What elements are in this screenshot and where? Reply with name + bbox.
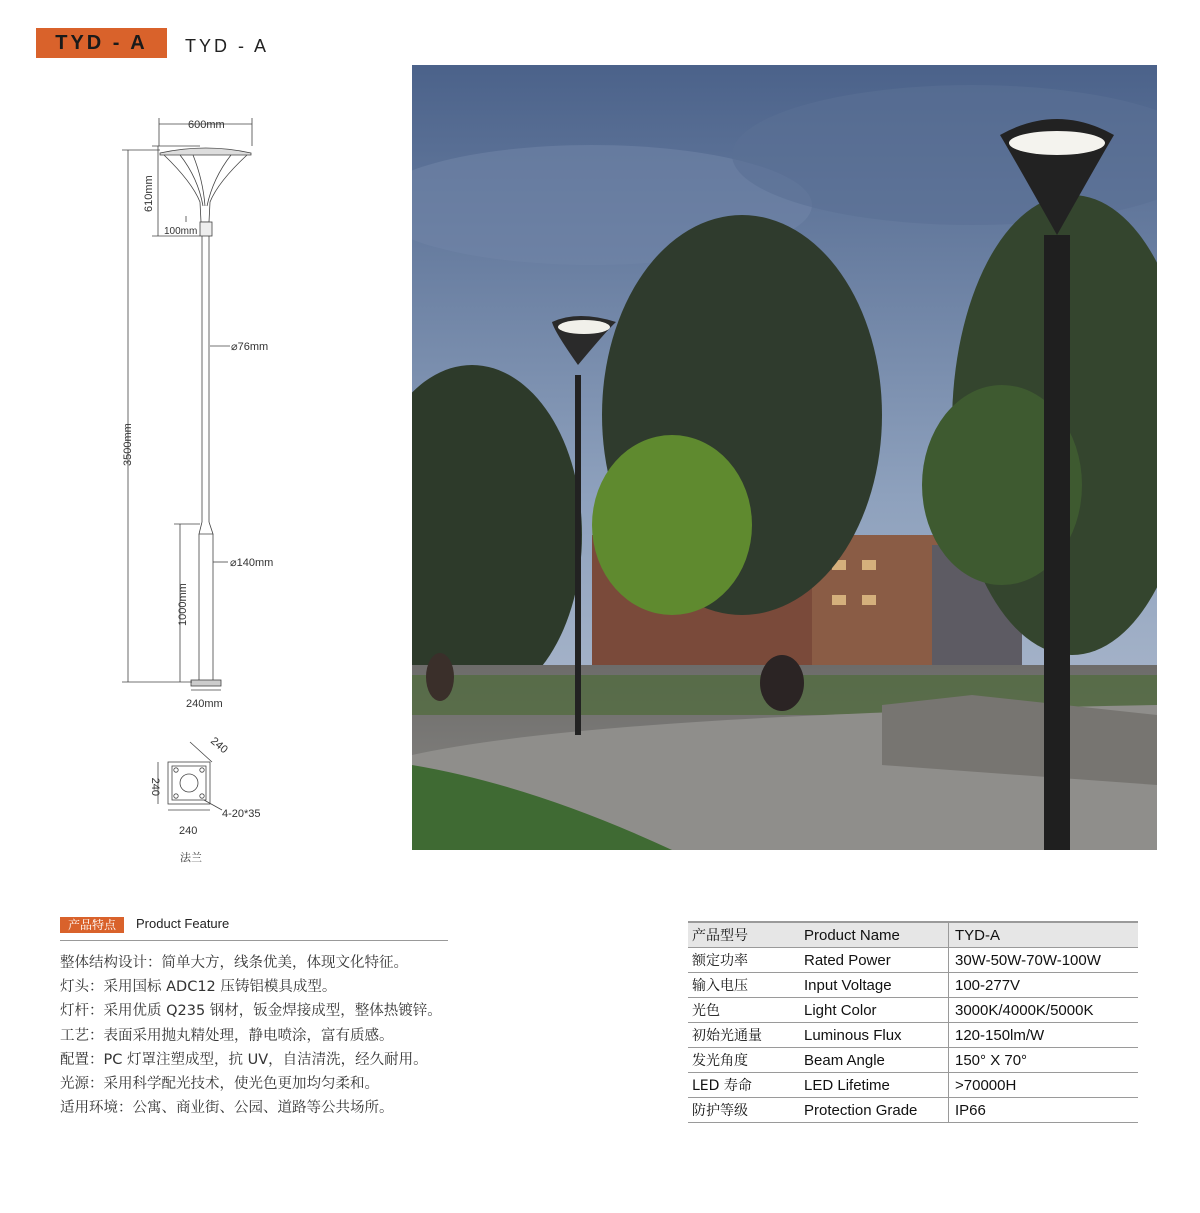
flange-dim-bottom: 240 [179, 825, 198, 837]
spec-label-cn: LED 寿命 [688, 1073, 800, 1098]
feature-list [60, 951, 442, 1120]
spec-label-cn: 输入电压 [688, 973, 800, 998]
spec-label-en: Protection Grade [800, 1098, 949, 1123]
spec-row [688, 1073, 1138, 1098]
feature-item: 整体结构设计：简单大方，线条优美，体现文化特征。 [60, 955, 408, 971]
spec-row [688, 1023, 1138, 1048]
feature-item: 适用环境：公寓、商业街、公园、道路等公共场所。 [60, 1100, 394, 1117]
feature-item: 配置：PC 灯罩注塑成型，抗 UV，自洁清洗，经久耐用。 [60, 1051, 428, 1068]
spec-label-en: Input Voltage [800, 973, 949, 998]
spec-row [688, 948, 1138, 973]
spec-value: 3000K/4000K/5000K [949, 998, 1139, 1023]
spec-row [688, 922, 1138, 948]
spec-label-en: LED Lifetime [800, 1073, 949, 1098]
spec-label-en: Rated Power [800, 948, 949, 973]
feature-item: 灯杆：采用优质 Q235 钢材，钣金焊接成型，整体热镀锌。 [60, 1003, 442, 1020]
spec-label-cn: 防护等级 [688, 1098, 800, 1123]
model-badge-label: TYD - A [55, 31, 148, 54]
spec-value: >70000H [949, 1073, 1139, 1098]
dim-total-height: 3500mm [122, 423, 134, 466]
spec-table [688, 921, 1138, 1123]
spec-label-en: Beam Angle [800, 1048, 949, 1073]
spec-row [688, 998, 1138, 1023]
spec-value: 100-277V [949, 973, 1139, 998]
spec-label-cn: 初始光通量 [688, 1023, 800, 1048]
spec-value: 30W-50W-70W-100W [949, 948, 1139, 973]
spec-value: IP66 [949, 1098, 1139, 1123]
dim-lower-diameter: ⌀140mm [230, 557, 274, 569]
spec-label-en: Product Name [800, 922, 949, 948]
spec-value: 150° X 70° [949, 1048, 1139, 1073]
spec-label-cn: 额定功率 [688, 948, 800, 973]
model-badge [36, 28, 167, 58]
feature-tag: 产品特点 [60, 917, 124, 933]
dim-top-width: 600mm [188, 119, 225, 131]
technical-drawing [100, 110, 320, 880]
spec-row [688, 973, 1138, 998]
spec-row [688, 1048, 1138, 1073]
feature-item: 光源：采用科学配光技术，使光色更加均匀柔和。 [60, 1076, 379, 1093]
spec-label-cn: 光色 [688, 998, 800, 1023]
dim-head-height: 610mm [143, 175, 155, 212]
dim-neck: 100mm [164, 226, 198, 237]
spec-label-cn: 产品型号 [688, 922, 800, 948]
dim-base-width: 240mm [186, 698, 223, 710]
feature-item: 灯头：采用国标 ADC12 压铸铝模具成型。 [60, 979, 337, 996]
feature-title-en: Product Feature [136, 916, 230, 931]
spec-row [688, 1098, 1138, 1123]
spec-value: 120-150lm/W [949, 1023, 1139, 1048]
feature-header [60, 916, 448, 941]
spec-label-en: Light Color [800, 998, 949, 1023]
flange-caption: 法兰 [180, 851, 202, 864]
spec-value: TYD-A [949, 922, 1139, 948]
flange-dim-diag: 240 [208, 735, 230, 757]
flange-holes: 4-20*35 [222, 808, 261, 820]
dim-upper-diameter: ⌀76mm [231, 341, 269, 353]
street-lamp-photo [412, 65, 1157, 850]
model-title: TYD - A [185, 36, 270, 56]
spec-label-cn: 发光角度 [688, 1048, 800, 1073]
spec-label-en: Luminous Flux [800, 1023, 949, 1048]
dim-lower-height: 1000mm [177, 583, 189, 626]
feature-item: 工艺：表面采用抛丸精处理，静电喷涂，富有质感。 [60, 1027, 394, 1044]
flange-dim-left: 240 [149, 777, 161, 796]
